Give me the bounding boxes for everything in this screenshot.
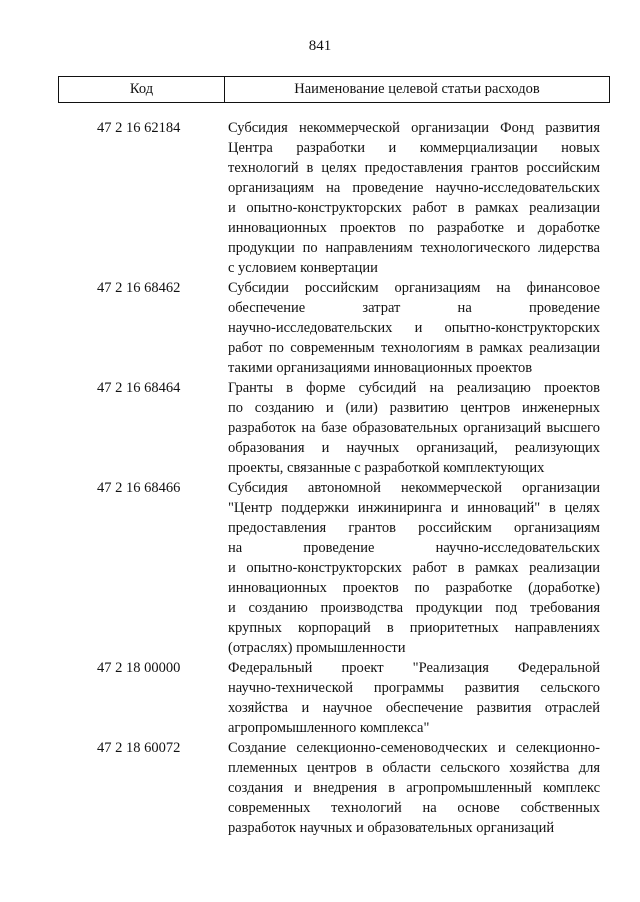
description-line: крупных корпораций в приоритетных направлениях [228,620,600,636]
row-description [228,478,600,658]
description-line: продукции по направлениям технологического лидерства [228,240,600,256]
table-row [0,378,640,478]
description-line: Гранты в форме субсидий на реализацию проектов [228,380,600,396]
row-code: 47 2 16 62184 [97,120,181,136]
row-description [228,118,600,278]
description-line: организациям на проведение научно-исследовательских [228,180,600,196]
description-line: хозяйства и научное обеспечение развития отраслей [228,700,600,716]
description-line: инновационных проектов по разработке (доработке) [228,580,600,596]
description-line: и созданию производства продукции под требования [228,600,600,616]
description-line: и опытно-конструкторских работ в рамках реализации [228,200,600,216]
description-line: разработок на базе образовательных организаций высшего [228,420,600,436]
table-row [0,738,640,838]
row-code: 47 2 16 68462 [97,280,181,296]
description-line: научно-исследовательских и опытно-конструкторских [228,320,600,336]
description-line: Федеральный проект "Реализация Федеральной [228,660,600,676]
description-line: научно-технической программы развития сельского [228,680,600,696]
table-body [0,118,640,838]
description-line: проекты, связанные с разработкой комплектующих [228,460,545,476]
description-line: Центра разработки и коммерциализации новых [228,140,600,156]
row-code: 47 2 16 68466 [97,480,181,496]
description-line: разработок научных и образовательных организаций [228,820,555,836]
description-line: такими организациями инновационных проектов [228,360,533,376]
description-line: агропромышленного комплекса" [228,720,430,736]
description-line: инновационных проектов по разработке и доработке [228,220,600,236]
description-line: Субсидия автономной некоммерческой организации [228,480,600,496]
page-number: 841 [308,38,332,54]
row-code: 47 2 16 68464 [97,380,181,396]
description-line: создания и внедрения в агропромышленный комплекс [228,780,600,796]
description-line: Субсидии российским организациям на финансовое [228,280,600,296]
table-row [0,478,640,658]
description-line: (отраслях) промышленности [228,640,406,656]
row-code: 47 2 18 00000 [97,660,181,676]
row-description [228,658,600,738]
description-line: технологий в целях предоставления грантов российским [228,160,600,176]
description-line: племенных центров в области сельского хозяйства для [228,760,600,776]
description-line: "Центр поддержки инжиниринга и инноваций" в целях [228,500,600,516]
description-line: с условием конвертации [228,260,378,276]
table-row [0,278,640,378]
column-header-code: Код [59,77,225,102]
description-line: современных технологий на основе собственных [228,800,600,816]
description-line: предоставления грантов российским организациям [228,520,600,536]
row-description [228,278,600,378]
table-row [0,658,640,738]
description-line: Создание селекционно-семеноводческих и селекционно- [228,740,600,756]
row-description [228,738,600,838]
description-line: обеспечение затрат на проведение [228,300,600,316]
table-header [58,76,610,103]
column-header-name: Наименование целевой статьи расходов [294,81,540,97]
table-row [0,118,640,278]
row-code: 47 2 18 60072 [97,740,181,756]
description-line: и опытно-конструкторских работ в рамках реализации [228,560,600,576]
description-line: Субсидия некоммерческой организации Фонд развития [228,120,600,136]
description-line: на проведение научно-исследовательских [228,540,600,556]
description-line: по созданию и (или) развитию центров инженерных [228,400,600,416]
description-line: образования и научных организаций, реализующих [228,440,600,456]
description-line: работ по современным технологиям в рамках реализации [228,340,600,356]
row-description [228,378,600,478]
